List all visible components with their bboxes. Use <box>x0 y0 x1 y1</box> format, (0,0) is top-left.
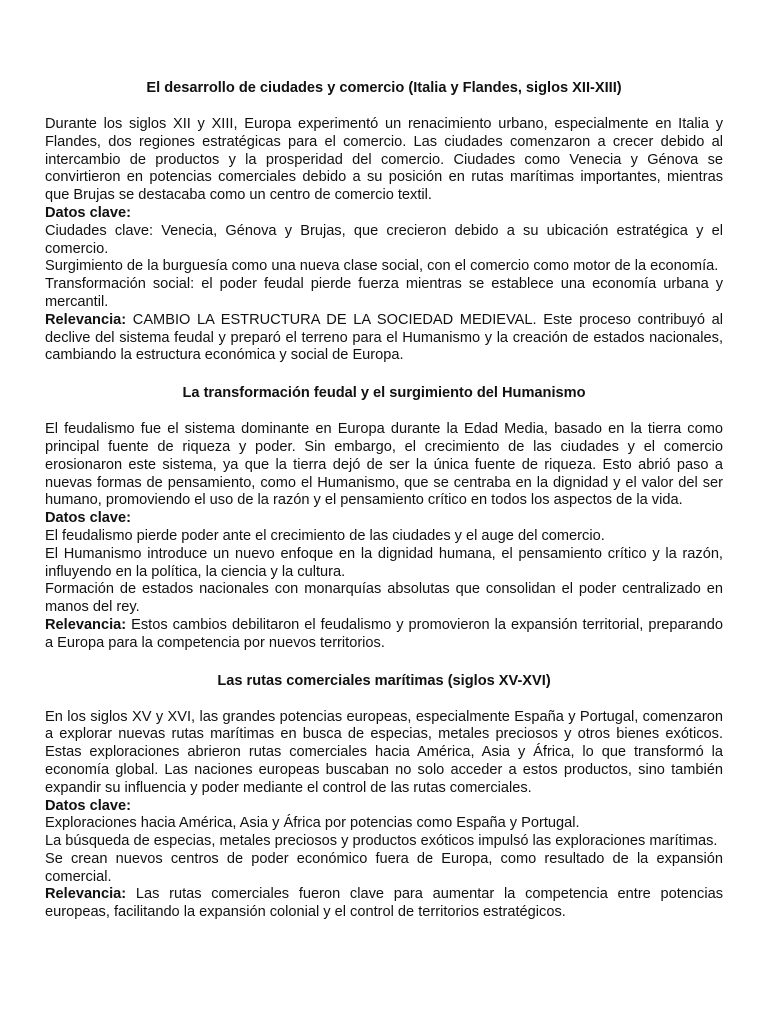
relevance-paragraph <box>45 312 723 365</box>
section-title: Las rutas comerciales marítimas (siglos XV-XVI) <box>217 672 551 689</box>
section-intro: En los siglos XV y XVI, las grandes potencias europeas, especialmente España y Portugal, comenzaron a explorar nuevas rutas marítimas en busca de especias, metales preciosos y otros bienes exóticos. Estas exploraciones abrieron rutas comerciales hacia América, Asia y África, lo que transformó la economía global. Las naciones europeas buscaban no solo acceder a estos productos, sino también expandir su influencia y poder mediante el control de las rutas comerciales. <box>45 708 723 796</box>
key-point: Transformación social: el poder feudal pierde fuerza mientras se establece una economía urbana y mercantil. <box>45 276 723 310</box>
key-point: Exploraciones hacia América, Asia y África por potencias como España y Portugal. <box>45 815 580 832</box>
relevance-text: CAMBIO LA ESTRUCTURA DE LA SOCIEDAD MEDIEVAL. Este proceso contribuyó al declive del sistema feudal y preparó el terreno para el Humanismo y la creación de estados nacionales, cambiando la estructura económica y social de Europa. <box>45 311 723 364</box>
relevance-label: Relevancia: <box>45 886 127 903</box>
relevance-label: Relevancia: <box>45 616 127 633</box>
section-maritime-routes <box>45 671 723 923</box>
key-point: El Humanismo introduce un nuevo enfoque en la dignidad humana, el pensamiento crítico y la razón, influyendo en la política, la ciencia y la cultura. <box>45 545 723 580</box>
relevance-text: Estos cambios debilitaron el feudalismo y promovieron la expansión territorial, preparando a Europa para la competencia por nuevos territorios. <box>45 616 723 651</box>
key-data-label: Datos clave: <box>45 204 131 221</box>
key-point: El feudalismo pierde poder ante el crecimiento de las ciudades y el auge del comercio. <box>45 527 605 544</box>
relevance-text: Las rutas comerciales fueron clave para aumentar la competencia entre potencias europeas, facilitando la expansión colonial y el control de territorios estratégicos. <box>45 886 723 921</box>
section-feudal-humanism <box>45 383 723 652</box>
section-cities-commerce <box>45 78 723 365</box>
relevance-paragraph <box>45 886 723 922</box>
key-point: Ciudades clave: Venecia, Génova y Brujas, que crecieron debido a su ubicación estratégica y el comercio. <box>45 222 723 257</box>
key-point: Se crean nuevos centros de poder económico fuera de Europa, como resultado de la expansión comercial. <box>45 850 723 885</box>
key-data-label: Datos clave: <box>45 797 131 814</box>
key-data-label: Datos clave: <box>45 510 131 527</box>
section-title: La transformación feudal y el surgimiento del Humanismo <box>182 385 586 402</box>
relevance-paragraph <box>45 617 723 653</box>
section-intro: Durante los siglos XII y XIII, Europa experimentó un renacimiento urbano, especialmente en Italia y Flandes, dos regiones estratégicas para el comercio. Las ciudades comenzaron a crecer debido al intercambio de productos y la prosperidad del comercio. Ciudades como Venecia y Génova se convirtieron en potencias comerciales debido a su posición en rutas marítimas importantes, mientras que Brujas se destacaba como un centro de comercio textil. <box>45 116 723 204</box>
key-point: Surgimiento de la burguesía como una nueva clase social, con el comercio como motor de la economía. <box>45 258 719 275</box>
key-point: Formación de estados nacionales con monarquías absolutas que consolidan el poder centralizado en manos del rey. <box>45 581 723 616</box>
key-point: La búsqueda de especias, metales preciosos y productos exóticos impulsó las exploraciones marítimas. <box>45 833 718 850</box>
section-intro: El feudalismo fue el sistema dominante en Europa durante la Edad Media, basado en la tierra como principal fuente de riqueza y poder. Sin embargo, el crecimiento de las ciudades y el comercio erosionaron este sistema, ya que la tierra dejó de ser la única fuente de riqueza. Esto abrió paso a nuevas formas de pensamiento, como el Humanismo, que se centraba en la dignidad y el valor del ser humano, promoviendo el uso de la razón y el pensamiento crítico en todos los aspectos de la vida. <box>45 421 723 509</box>
section-title: El desarrollo de ciudades y comercio (Italia y Flandes, siglos XII-XIII) <box>146 80 622 96</box>
relevance-label: Relevancia: <box>45 311 127 328</box>
